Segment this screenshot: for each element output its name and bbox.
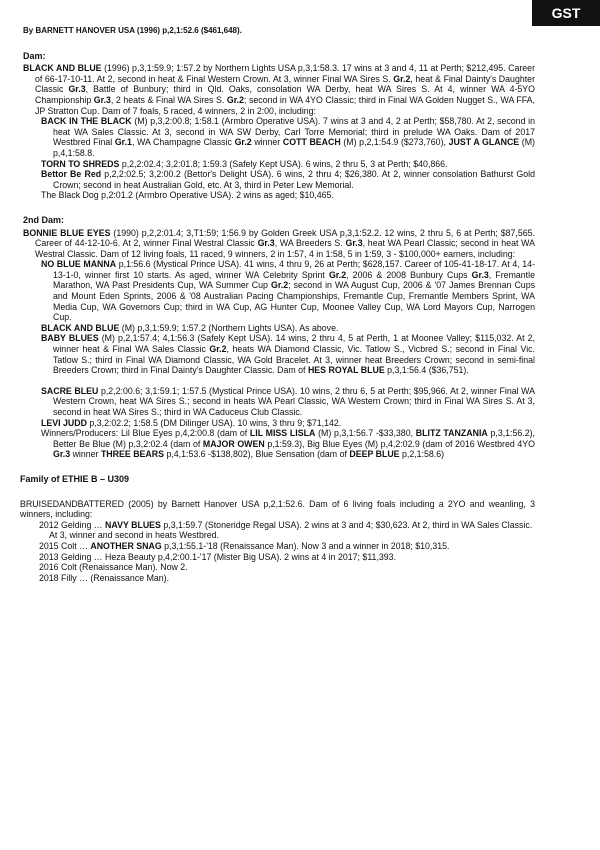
foal-pre: 2015 Colt …: [39, 540, 91, 551]
dam-text: , heat & Final Dainty's Daughter Classic: [35, 73, 535, 95]
progeny-name: SACRE BLEU: [41, 385, 99, 396]
second-dam-name: BONNIE BLUE EYES: [23, 227, 111, 238]
grade: Gr.2: [271, 280, 289, 291]
progeny-entry: [41, 190, 535, 201]
progeny-name: BACK IN THE BLACK: [41, 116, 132, 127]
progeny-name: Bettor Be Red: [41, 169, 102, 180]
progeny-text: The Black Dog p,2:01.2 (Armbro Operative USA). 2 wins as aged; $10,465.: [41, 190, 334, 201]
progeny-text: , Fremantle Marathon, WA Past Presidents Cup, WA Summer Cup: [53, 269, 535, 291]
progeny-name: NO BLUE MANNA: [41, 259, 117, 270]
progeny-text: p,3,1:56.4 ($36,751).: [384, 365, 469, 376]
progeny-text: (M) p,3,2:00.8; 1:58.1 (Armbro Operative USA). 7 wins at 3 and 4, 2 at Perth; $58,780. At 2, second in heat WA Sales Classic. At 3, second in WA SW Derby, Carl Torre Memorial; third in prelude WA Oaks. Dam of 2017 Westbred Final: [53, 116, 535, 148]
foal-name: DEEP BLUE: [349, 449, 400, 460]
progeny-text: p,2,2:02.5; 3,2:00.2 (Bettor's Delight USA). 6 wins, 2 thru 4; $26,380. At 2, winner consolation Bathurst Gold Crown; second in heat Australian Gold, etc. At 3, third in Peter Lew Memorial.: [53, 169, 535, 190]
foal-pre: 2018 Filly … (Renaissance Man).: [39, 572, 170, 583]
progeny-text: (M) p,2,1:57.4; 4,1:56.3 (Safely Kept USA). 14 wins, 2 thru 4, 5 at Perth, 1 at Moonee Valley; $115,032. At 2, winner heat & Final WA Sales Classic: [53, 333, 535, 355]
foal-text: p,3,1:55.1-'18 (Renaissance Man). Now 3 and a winner in 2018; $10,315.: [161, 540, 450, 551]
grade: Gr.3: [93, 94, 111, 105]
progeny-entry: [41, 418, 535, 429]
grade: Gr.3: [68, 84, 86, 95]
progeny-text: p,1:56.6 (Mystical Prince USA). 41 wins, 4 thru 9, 26 at Perth; $628,157. Career of 105-41-18-17. At 4, 14-13-1-0, winner first 10 starts. As aged, winner WA Celebrity Sprint: [53, 259, 535, 280]
progeny-text: (M) p,2,1:54.9 ($273,760),: [340, 137, 449, 148]
grade: Gr.3: [471, 269, 489, 280]
grade: Gr.3: [53, 449, 71, 460]
foal-name: BLITZ TANZANIA: [415, 428, 488, 439]
foal-name: NAVY BLUES: [105, 519, 161, 530]
second-dam-text: , heat WA Pearl Classic; second in heat WA Westral Classic. Dam of 12 living foals, 11 raced, 9 winners, 2 in 1:57, 4 in 1:58, 5 in 1:59, 3 - $100,000+ earners, including:: [35, 238, 535, 259]
second-dam-entry: [23, 228, 535, 260]
dam-text: ; second in WA 4YO Classic; third in Final WA Golden Nugget S., WA FFA, JP Stratton Cup. Dam of 7 foals, 5 raced, 4 winners, 2 in 2:00, including:: [35, 94, 535, 116]
grade: Gr.2: [393, 73, 411, 84]
dam-entry: [23, 63, 535, 116]
dam-text: (1996) p,3,1:59.9; 1:57.2 by Northern Lights USA p,3,1:58.3. 17 wins at 3 and 4, 11 at Perth; $212,495. Career of 66-17-10-11. At 2, second in heat & Final Western Crown. At 3, winner Final WA Sires S.: [35, 63, 535, 84]
foal-entry: [39, 520, 535, 541]
gst-badge: GST: [532, 0, 600, 26]
foal-name: THREE BEARS: [100, 449, 164, 460]
sire-line: By BARNETT HANOVER USA (1996) p,2,1:52.6 ($461,648).: [23, 26, 242, 35]
dam-text: , 2 heats & Final WA Sires S.: [110, 94, 227, 105]
foal-name: MAJOR OWEN: [202, 438, 265, 449]
progeny-text: , 2006 & 2008 Bunbury Cups: [346, 269, 472, 280]
foal-pre: 2013 Gelding … Heza Beauty p,4,2:00.1-'17 (Mister Big USA). 2 wins at 4 in 2017; $11,393.: [39, 551, 397, 562]
progeny-entry: [41, 169, 535, 190]
second-dam-text: (1990) p,2,2:01.4; 3,T1:59; 1:56.9 by Golden Greek USA p,3,1:52.2. 12 wins, 2 thru 5, 6 at Perth; $87,565. Career of 44-12-10-6. At 2, winner Final Westral Classic: [35, 227, 535, 249]
foal-name: HES ROYAL BLUE: [307, 365, 385, 376]
progeny-entry: [41, 333, 535, 375]
wp-text: Winners/Producers: Lil Blue Eyes p,4,2:00.8 (dam of: [41, 428, 250, 439]
second-dam-heading: 2nd Dam:: [23, 214, 65, 225]
progeny-entry: [41, 116, 535, 158]
foal-entry: [39, 562, 535, 573]
bruised-text: BRUISEDANDBATTERED (2005) by Barnett Hanover USA p,2,1:52.6. Dam of 6 living foals including a 2YO and weanling, 3 winners, including:: [20, 498, 535, 520]
progeny-text: winner: [251, 137, 283, 148]
progeny-text: ; second in WA August Cup, 2006 & '07 James Brennan Cups and Mount Eden Sprints, 2006 & '08 Australian Pacing Championships, Fremantle Cup, Fremantle Members Sprint, WA Media Cup, WA Governors Cup; third in WA Cup, AG Hunter Cup, Moonee Valley Cup, WA Lord Mayors Cup, Narrogen Cup.: [53, 280, 535, 323]
wp-text: p,4,1:53.6 -$138,802), Blue Sensation (dam of: [164, 449, 350, 460]
winners-producers: [41, 428, 535, 460]
foal-name: LIL MISS LISLA: [249, 428, 316, 439]
wp-text: p,1:59.3), Big Blue Eyes (M) p,4,2:02.9 (dam of 2016 Westbred 4YO: [264, 438, 535, 449]
foal-text: p,3,1:59.7 (Stoneridge Regal USA). 2 wins at 3 and 4; $30,623. At 2, third in WA Sales Classic. At 3, winner and second in heats Westbred.: [49, 519, 533, 541]
progeny-text: p,3,2:02.2; 1:58.5 (DM Dilinger USA). 10 wins, 3 thru 9; $71,142.: [86, 417, 342, 428]
progeny-entry: [41, 323, 535, 334]
wp-text: p,2,1:58.6): [399, 449, 445, 460]
pedigree-page: [20, 26, 536, 583]
foal-name: ANOTHER SNAG: [90, 540, 162, 551]
foal-pre: 2012 Gelding …: [39, 519, 106, 530]
foal-entry: [39, 541, 535, 552]
family-heading: Family of ETHIE B – U309: [20, 473, 130, 484]
progeny-entry: [41, 159, 535, 170]
grade: Gr.2: [234, 137, 252, 148]
grade: Gr.2: [328, 269, 347, 280]
grade: Gr.1: [114, 137, 132, 148]
progeny-entry: [41, 386, 535, 418]
progeny-text: p,2,2:02.4; 3,2:01.8; 1:59.3 (Safely Kept USA). 6 wins, 2 thru 5, 3 at Perth; $40,866.: [119, 158, 448, 169]
progeny-text: p,2,2:00.6; 3,1:59.1; 1:57.5 (Mystical Prince USA). 10 wins, 2 thru 6, 5 at Perth; $95,966. At 2, winner Final WA Western Crown, heat WA Sires S.; second in heats WA Pearl Classic, WA Western Crown; third in Final WA Sires S. At 3, second in heat WA Sires S.; third in WA Caduceus Club Classic.: [53, 385, 536, 417]
progeny-text: (M) p,3,1:59.9; 1:57.2 (Northern Lights USA). As above.: [119, 322, 339, 333]
foal-entry: [39, 573, 535, 584]
progeny-name: LEVI JUDD: [41, 417, 87, 428]
progeny-text: , heats WA Diamond Classic, Vic. Tatlow S., Vicbred S.; second in Final Vic. Tatlow S.; third in Final WA Diamond Classic, WA Gold Bracelet. At 3, winner heat Breeders Crown; second in semi-final Breeders Crown; third in Final Dainty's Daughter Classic. Dam of: [53, 344, 535, 376]
wp-text: winner: [70, 449, 101, 460]
grade: Gr.2: [209, 344, 227, 355]
second-dam-text: , WA Breeders S.: [274, 238, 346, 249]
foal-name: COTT BEACH: [282, 137, 341, 148]
dam-name: BLACK AND BLUE: [23, 63, 102, 74]
foal-name: JUST A GLANCE: [448, 137, 520, 148]
progeny-entry: [41, 259, 535, 323]
progeny-name: TORN TO SHREDS: [41, 158, 120, 169]
wp-text: p,3,1:56.2), Better Be Blue (M) p,3,2:02.4 (dam of: [53, 428, 535, 449]
progeny-name: BLACK AND BLUE: [41, 322, 120, 333]
progeny-text: (M) p,4,1:58.8.: [53, 137, 535, 158]
foal-entry: [39, 552, 535, 563]
grade: Gr.3: [345, 238, 363, 249]
dam-text: , Battle of Bunbury; third in Qld. Oaks, consolation WA Derby, heat WA Sires S. At 4, winner WA 4-5YO Championship: [35, 84, 535, 105]
wp-text: (M) p,3,1:56.7 -$33,380,: [315, 428, 416, 439]
foal-pre: 2016 Colt (Renaissance Man). Now 2.: [39, 562, 188, 573]
grade: Gr.3: [257, 238, 275, 249]
progeny-text: , WA Champagne Classic: [131, 137, 235, 148]
grade: Gr.2: [226, 94, 244, 105]
dam-heading: Dam:: [23, 50, 46, 61]
progeny-name: BABY BLUES: [41, 333, 99, 344]
bruised-entry: [20, 499, 535, 520]
